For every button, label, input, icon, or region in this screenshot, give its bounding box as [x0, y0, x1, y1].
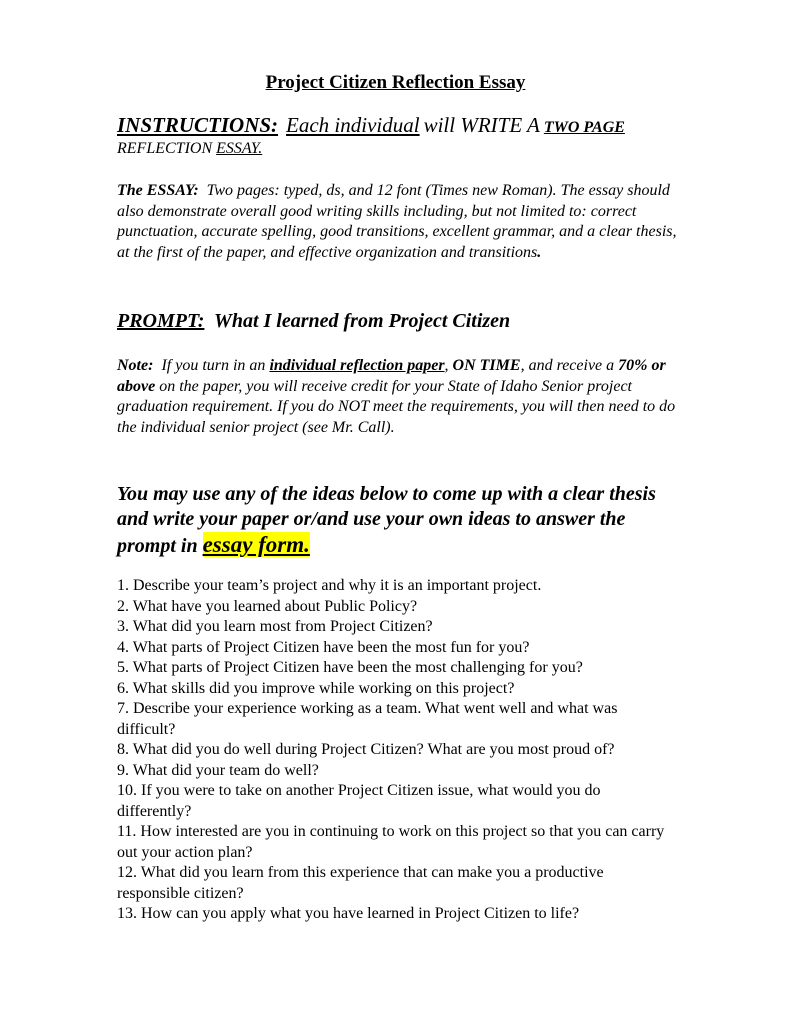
question-item: 5. What parts of Project Citizen have been the most challenging for you? [117, 659, 583, 676]
essay-body: Two pages: typed, ds, and 12 font (Times new Roman). The essay should also demonstrate overall good writing skills including, but not limited to: correct punctuation, accurate spelling, good transitions, excellent grammar, and a clear thesis, at the first of the paper, and effective organization and transitions [117, 182, 677, 261]
note-reflection-paper: individual reflection paper [269, 357, 445, 374]
questions-list [117, 576, 677, 925]
prompt-text: What I learned from Project Citizen [214, 310, 511, 332]
question-item: 6. What skills did you improve while working on this project? [117, 679, 515, 697]
page-title: Project Citizen Reflection Essay [265, 72, 526, 93]
instructions-will: will WRITE A [423, 113, 540, 137]
question-item: 3. What did you learn most from Project Citizen? [117, 618, 433, 635]
question-item: 4. What parts of Project Citizen have been the most fun for you? [117, 638, 530, 656]
prompt-label: PROMPT: [117, 310, 205, 332]
note-paragraph [117, 356, 677, 438]
instructions-essay: ESSAY. [216, 140, 263, 157]
question-item: 13. How can you apply what you have learned in Project Citizen to life? [117, 905, 580, 922]
question-item: 7. Describe your experience working as a team. What went well and what was difficult? [117, 700, 618, 738]
instructions-paragraph [117, 115, 677, 159]
question-item: 1. Describe your team’s project and why it is an important project. [117, 577, 542, 594]
essay-end: . [537, 243, 542, 261]
note-text-2: , and receive a [520, 357, 615, 374]
question-item: 8. What did you do well during Project Citizen? What are you most proud of? [117, 741, 615, 758]
question-item: 11. How interested are you in continuing to work on this project so that you can carry out your action plan? [117, 823, 665, 861]
ideas-highlight: essay form. [202, 532, 310, 557]
note-percent: 70% or above [117, 357, 666, 395]
instructions-two-page: TWO PAGE [543, 119, 625, 136]
question-item: 12. What did you learn from this experience that can make you a productive responsible citizen? [117, 864, 604, 902]
essay-label: The ESSAY: [117, 182, 199, 199]
essay-paragraph [117, 181, 677, 263]
question-item: 10. If you were to take on another Project Citizen issue, what would you do differently? [117, 782, 601, 820]
note-label: Note: [117, 357, 154, 374]
note-text-1: If you turn in an [161, 357, 266, 374]
note-text-3: on the paper, you will receive credit for your State of Idaho Senior project graduation requirement. If you do NOT meet the requirements, you will then need to do the individual senior project (see Mr. Call). [117, 377, 676, 436]
instructions-label: INSTRUCTIONS: [117, 113, 279, 137]
instructions-each-individual: Each individual [286, 113, 420, 137]
note-comma: , [444, 357, 449, 374]
ideas-text: You may use any of the ideas below to come up with a clear thesis and write your paper or/and use your own ideas to answer the prompt in [117, 483, 656, 557]
question-item: 9. What did your team do well? [117, 761, 319, 779]
question-item: 2. What have you learned about Public Policy? [117, 597, 418, 615]
ideas-paragraph [117, 482, 677, 559]
instructions-reflection: REFLECTION [117, 140, 213, 157]
note-on-time: ON TIME [452, 357, 521, 374]
prompt-heading [117, 308, 677, 334]
